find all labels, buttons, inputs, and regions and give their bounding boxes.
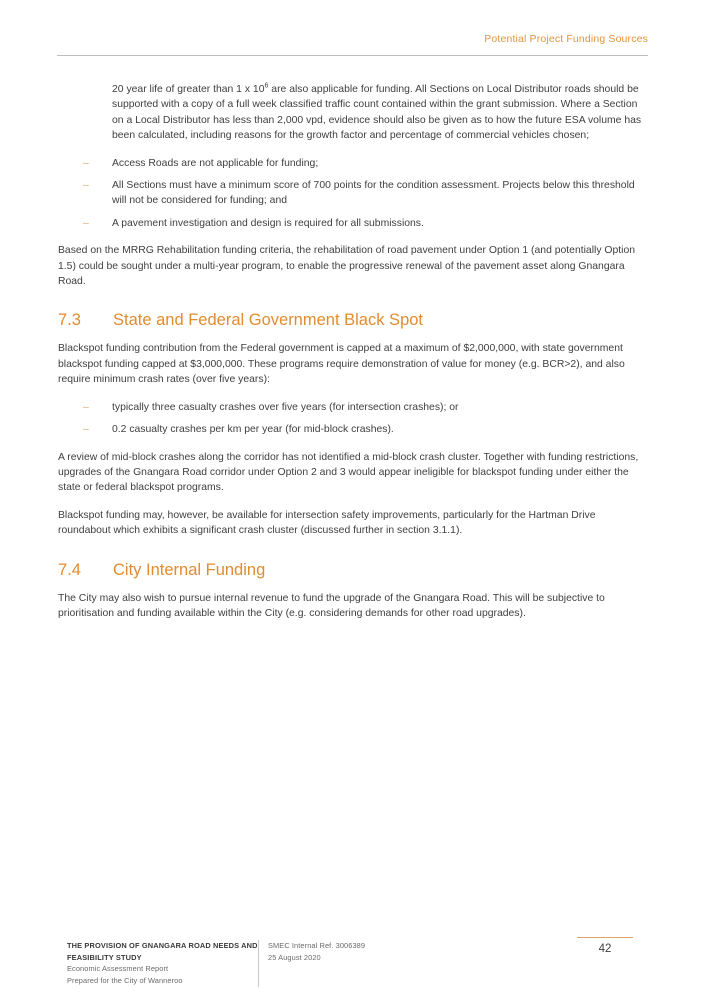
- page-number-rule: [577, 937, 633, 938]
- dash-bullet-icon: –: [83, 424, 89, 436]
- dash-bullet-icon: –: [83, 217, 89, 229]
- mrrg-criteria-list: [58, 156, 648, 232]
- superscript-exponent: 6: [264, 82, 269, 90]
- dash-bullet-icon: –: [83, 401, 89, 413]
- heading-7-4-number: 7.4: [58, 560, 81, 579]
- page-number-block: [562, 937, 648, 956]
- footer-title-line-1: THE PROVISION OF GNANGARA ROAD NEEDS AND: [67, 941, 258, 950]
- mrrg-summary-paragraph: Based on the MRRG Rehabilitation funding criteria, the rehabilitation of road pavement under Option 1 (and potentially Option 1.5) could be sought under a multi-year program, to enable the progressive renewal of the pavement asset along Gnangara Road.: [58, 245, 636, 288]
- running-header: [57, 32, 648, 46]
- footer-reference-info: [268, 940, 448, 963]
- footer-subtitle-line-2: Prepared for the City of Wanneroo: [67, 975, 183, 985]
- spacer: [58, 551, 648, 559]
- heading-7-4: [58, 559, 648, 581]
- list-item: [58, 422, 648, 437]
- continued-paragraph-part1: 20 year life of greater than 1 x 10: [112, 84, 265, 95]
- heading-7-3-number: 7.3: [58, 311, 81, 330]
- page-footer: [57, 940, 648, 992]
- dash-bullet-icon: –: [83, 180, 89, 192]
- list-item-text: All Sections must have a minimum score of 700 points for the condition assessment. Projects below this threshold will not be considered for funding; and: [112, 180, 635, 207]
- list-item: [58, 156, 648, 171]
- heading-7-3-title: State and Federal Government Black Spot: [113, 311, 424, 330]
- section-7-4-paragraph-1: The City may also wish to pursue internal revenue to fund the upgrade of the Gnangara Road. This will be subjective to prioritisation and funding available within the City (e.g. considering demands for other road upgrades).: [58, 592, 605, 619]
- footer-subtitle-line-1: Economic Assessment Report: [67, 964, 169, 973]
- footer-document-info: [67, 940, 267, 986]
- footer-date: 25 August 2020: [268, 952, 321, 962]
- blackspot-criteria-list: [58, 400, 648, 438]
- list-item-text: 0.2 casualty crashes per km per year (for mid-block crashes).: [112, 424, 394, 436]
- dash-bullet-icon: –: [83, 157, 89, 169]
- section-7-3-paragraph-3: Blackspot funding may, however, be available for intersection safety improvements, particularly for the Hartman Drive roundabout which exhibits a significant crash cluster (discussed further in section 3.1.1).: [58, 509, 596, 537]
- section-7-3-intro: Blackspot funding contribution from the Federal government is capped at a maximum of $2,000,000, with state government blackspot funding capped at $3,000,000. These programs require demonstration of value for money (e.g. BCR>2), and also require minimum crash rates (over five years):: [58, 343, 625, 386]
- list-item: [58, 400, 648, 415]
- section-7-3-paragraph-2: A review of mid-block crashes along the corridor has not identified a mid-block crash cluster. Together with funding restrictions, upgrades of the Gnangara Road corridor under Option 2 and 3 would appear ineligible for blackspot funding under either the state or federal blackspot programs.: [58, 451, 639, 494]
- list-item: [58, 216, 648, 231]
- page-content: [58, 82, 648, 633]
- footer-title-line-2: FEASIBILITY STUDY: [67, 952, 142, 962]
- continued-paragraph-part2: are also applicable for funding. All Sections on Local Distributor roads should be supported with a copy of a full week classified traffic count contained within the grant submission. Where a Section on a Local Distributor has less than 2,000 vpd, evidence should also be given as to how the future ESA volume has been calculated, including reasons for the growth factor and percentage of commercial vehicles chosen;: [112, 84, 642, 142]
- heading-7-4-title: City Internal Funding: [113, 560, 266, 579]
- spacer: [58, 301, 648, 309]
- header-divider-rule: [57, 55, 648, 56]
- running-header-title: Potential Project Funding Sources: [484, 33, 648, 45]
- list-item: [58, 178, 648, 209]
- page-number: 42: [598, 943, 612, 955]
- continued-paragraph: [112, 82, 648, 144]
- heading-7-3: [58, 309, 648, 331]
- footer-vertical-divider: [258, 940, 259, 987]
- list-item-text: Access Roads are not applicable for funding;: [112, 157, 319, 169]
- footer-internal-ref: SMEC Internal Ref. 3006389: [268, 941, 366, 950]
- list-item-text: A pavement investigation and design is required for all submissions.: [112, 217, 424, 229]
- list-item-text: typically three casualty crashes over five years (for intersection crashes); or: [112, 401, 459, 413]
